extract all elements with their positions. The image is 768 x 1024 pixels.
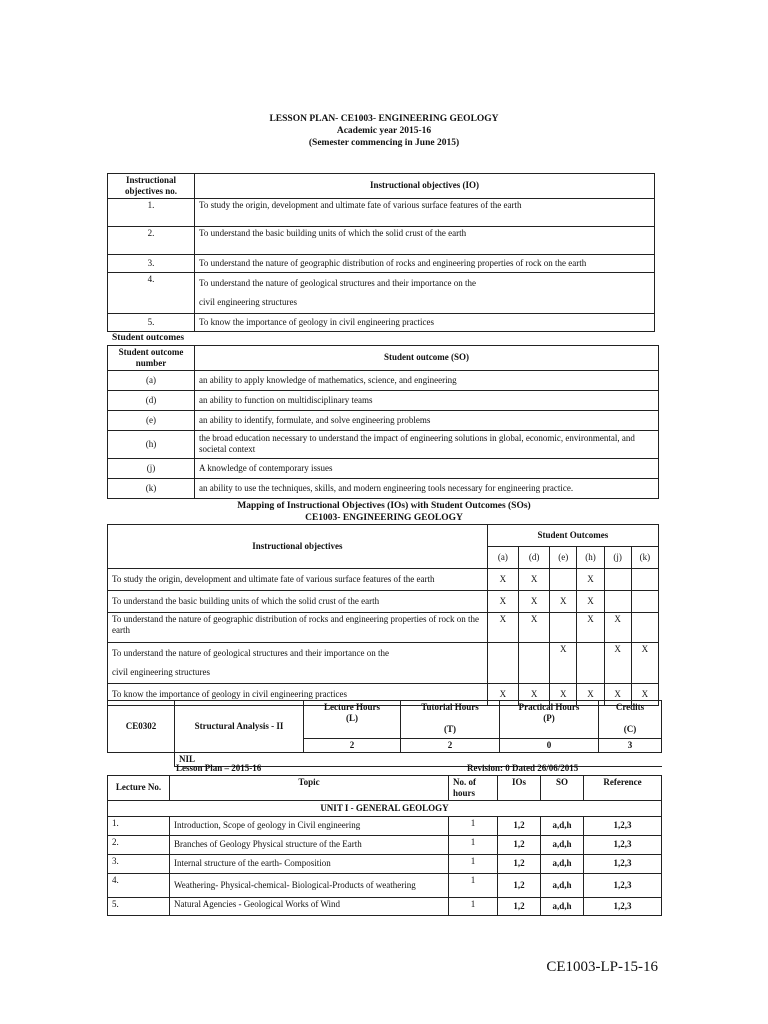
so-row-no: (e): [108, 410, 195, 430]
io-col-no: Instructional objectives no.: [108, 174, 195, 199]
revision-label: Revision: 0 Dated 26/06/2015: [467, 763, 579, 773]
lecture-hours-label: Lecture Hours (L): [304, 701, 401, 739]
course-table: [107, 700, 662, 767]
lesson-row-hours: 1: [449, 854, 498, 873]
lesson-row-topic: Internal structure of the earth- Composition: [170, 854, 449, 873]
lesson-row-so: a,d,h: [541, 835, 584, 854]
lesson-row-topic: Natural Agencies - Geological Works of Wind: [170, 897, 449, 915]
lesson-row-ios: 1,2: [498, 835, 541, 854]
course-code: CE0302: [108, 701, 175, 753]
so-row-text: A knowledge of contemporary issues: [195, 458, 659, 478]
mapping-mark: [550, 569, 577, 591]
academic-year: Academic year 2015-16: [336, 126, 432, 136]
mapping-col-so: Student Outcomes: [487, 525, 658, 547]
mapping-mark: [604, 591, 631, 613]
mapping-mark: X: [518, 591, 549, 613]
mapping-mark: X: [631, 684, 658, 706]
credits-label: Credits (C): [599, 701, 662, 739]
lesson-col-topic: Topic: [170, 776, 449, 801]
lesson-plan-label: Lesson Plan – 2015-16: [176, 763, 262, 773]
practical-hours-label: Practical Hours (P): [500, 701, 599, 739]
tutorial-hours-label: Tutorial Hours (T): [401, 701, 500, 739]
document-footer-code: CE1003-LP-15-16: [546, 959, 658, 975]
mapping-mark: [631, 591, 658, 613]
lesson-col-so: SO: [541, 776, 584, 801]
io-row-text: To know the importance of geology in civil engineering practices: [195, 313, 655, 331]
mapping-mark: X: [550, 643, 577, 684]
mapping-subtitle: CE1003- ENGINEERING GEOLOGY: [305, 513, 463, 523]
so-col-text: Student outcome (SO): [195, 346, 659, 371]
mapping-mark: X: [518, 613, 549, 643]
so-header-k: (k): [631, 547, 658, 569]
mapping-mark: [604, 569, 631, 591]
mapping-mark: [577, 643, 604, 684]
mapping-mark: [518, 643, 549, 684]
lesson-row-no: 1.: [108, 816, 170, 835]
so-row-no: (j): [108, 458, 195, 478]
credits-value: 3: [599, 739, 662, 753]
lesson-col-ref: Reference: [584, 776, 662, 801]
lesson-row-ios: 1,2: [498, 873, 541, 897]
lesson-row-ref: 1,2,3: [584, 816, 662, 835]
mapping-mark: [631, 613, 658, 643]
mapping-col-io: Instructional objectives: [108, 525, 488, 569]
lesson-row-hours: 1: [449, 873, 498, 897]
lesson-row-ios: 1,2: [498, 816, 541, 835]
io-row-no: 1.: [108, 198, 195, 226]
so-row-text: the broad education necessary to understand the impact of engineering solutions in global, economic, environmental, and societal context: [195, 430, 659, 458]
io-row-text: To understand the nature of geological structures and their importance on the civil engineering structures: [195, 272, 655, 313]
mapping-mark: X: [487, 591, 518, 613]
mapping-mark: X: [577, 684, 604, 706]
tutorial-hours-value: 2: [401, 739, 500, 753]
so-header-d: (d): [518, 547, 549, 569]
io-row-no: 2.: [108, 226, 195, 254]
lesson-row-so: a,d,h: [541, 816, 584, 835]
mapping-mark: X: [604, 613, 631, 643]
mapping-mark: X: [487, 613, 518, 643]
io-col-text: Instructional objectives (IO): [195, 174, 655, 199]
lesson-row-topic: Introduction, Scope of geology in Civil engineering: [170, 816, 449, 835]
so-header-h: (h): [577, 547, 604, 569]
lesson-col-lecture: Lecture No.: [108, 776, 170, 801]
so-row-text: an ability to identify, formulate, and solve engineering problems: [195, 410, 659, 430]
mapping-mark: X: [550, 684, 577, 706]
mapping-mark: X: [604, 643, 631, 684]
mapping-mark: X: [577, 591, 604, 613]
lesson-col-ios: IOs: [498, 776, 541, 801]
io-row-text: To study the origin, development and ultimate fate of various surface features of the earth: [195, 198, 655, 226]
so-table: [107, 345, 659, 499]
lesson-row-so: a,d,h: [541, 897, 584, 915]
lesson-row-hours: 1: [449, 897, 498, 915]
so-header-e: (e): [550, 547, 577, 569]
lesson-row-topic: Branches of Geology Physical structure of the Earth: [170, 835, 449, 854]
student-outcomes-title: Student outcomes: [112, 333, 185, 343]
so-row-no: (d): [108, 390, 195, 410]
mapping-mark: X: [518, 569, 549, 591]
mapping-mark: X: [631, 643, 658, 684]
io-row-text: To understand the nature of geographic distribution of rocks and engineering properties of rock on the earth: [195, 254, 655, 272]
io-row-no: 4.: [108, 272, 195, 313]
lesson-row-hours: 1: [449, 835, 498, 854]
mapping-mark: [550, 613, 577, 643]
mapping-table: [107, 524, 659, 706]
mapping-row-text: To study the origin, development and ultimate fate of various surface features of the earth: [108, 569, 488, 591]
mapping-mark: [631, 569, 658, 591]
lesson-row-no: 2.: [108, 835, 170, 854]
mapping-mark: X: [487, 569, 518, 591]
so-row-no: (k): [108, 478, 195, 498]
practical-hours-value: 0: [500, 739, 599, 753]
lecture-hours-value: 2: [304, 739, 401, 753]
io-table: [107, 173, 655, 332]
mapping-mark: [487, 643, 518, 684]
lesson-row-ios: 1,2: [498, 854, 541, 873]
so-row-no: (a): [108, 370, 195, 390]
mapping-row-text: To understand the nature of geological structures and their importance on the civil engineering structures: [108, 643, 488, 684]
lesson-table: [107, 775, 662, 916]
so-row-no: (h): [108, 430, 195, 458]
lesson-row-ref: 1,2,3: [584, 854, 662, 873]
lesson-row-hours: 1: [449, 816, 498, 835]
lesson-row-topic: Weathering- Physical-chemical- Biological-Products of weathering: [170, 873, 449, 897]
lesson-col-hours: No. of hours: [449, 776, 498, 801]
document-title: LESSON PLAN- CE1003- ENGINEERING GEOLOGY: [269, 114, 499, 124]
mapping-row-text: To understand the basic building units of which the solid crust of the earth: [108, 591, 488, 613]
mapping-row-text: To understand the nature of geographic distribution of rocks and engineering properties of rock on the earth: [108, 613, 488, 643]
prerequisite: NIL: [175, 752, 662, 766]
so-row-text: an ability to apply knowledge of mathematics, science, and engineering: [195, 370, 659, 390]
so-row-text: an ability to function on multidisciplinary teams: [195, 390, 659, 410]
lesson-row-ios: 1,2: [498, 897, 541, 915]
course-name: Structural Analysis - II: [175, 701, 304, 753]
mapping-mark: X: [487, 684, 518, 706]
io-row-text: To understand the basic building units of which the solid crust of the earth: [195, 226, 655, 254]
so-header-j: (j): [604, 547, 631, 569]
mapping-mark: X: [577, 569, 604, 591]
lesson-row-so: a,d,h: [541, 854, 584, 873]
so-col-no: Student outcome number: [108, 346, 195, 371]
semester-note: (Semester commencing in June 2015): [308, 138, 460, 148]
mapping-row-text: To know the importance of geology in civil engineering practices: [108, 684, 488, 706]
mapping-mark: X: [577, 613, 604, 643]
lesson-row-no: 4.: [108, 873, 170, 897]
io-row-no: 5.: [108, 313, 195, 331]
mapping-title: Mapping of Instructional Objectives (IOs) with Student Outcomes (SOs): [237, 501, 531, 511]
unit-heading: UNIT I - GENERAL GEOLOGY: [108, 800, 662, 816]
lesson-row-so: a,d,h: [541, 873, 584, 897]
lesson-row-no: 5.: [108, 897, 170, 915]
lesson-row-ref: 1,2,3: [584, 835, 662, 854]
io-row-no: 3.: [108, 254, 195, 272]
mapping-mark: X: [550, 591, 577, 613]
mapping-mark: X: [604, 684, 631, 706]
so-header-a: (a): [487, 547, 518, 569]
lesson-row-ref: 1,2,3: [584, 897, 662, 915]
so-row-text: an ability to use the techniques, skills, and modern engineering tools necessary for engineering practice.: [195, 478, 659, 498]
mapping-mark: X: [518, 684, 549, 706]
lesson-row-no: 3.: [108, 854, 170, 873]
lesson-row-ref: 1,2,3: [584, 873, 662, 897]
